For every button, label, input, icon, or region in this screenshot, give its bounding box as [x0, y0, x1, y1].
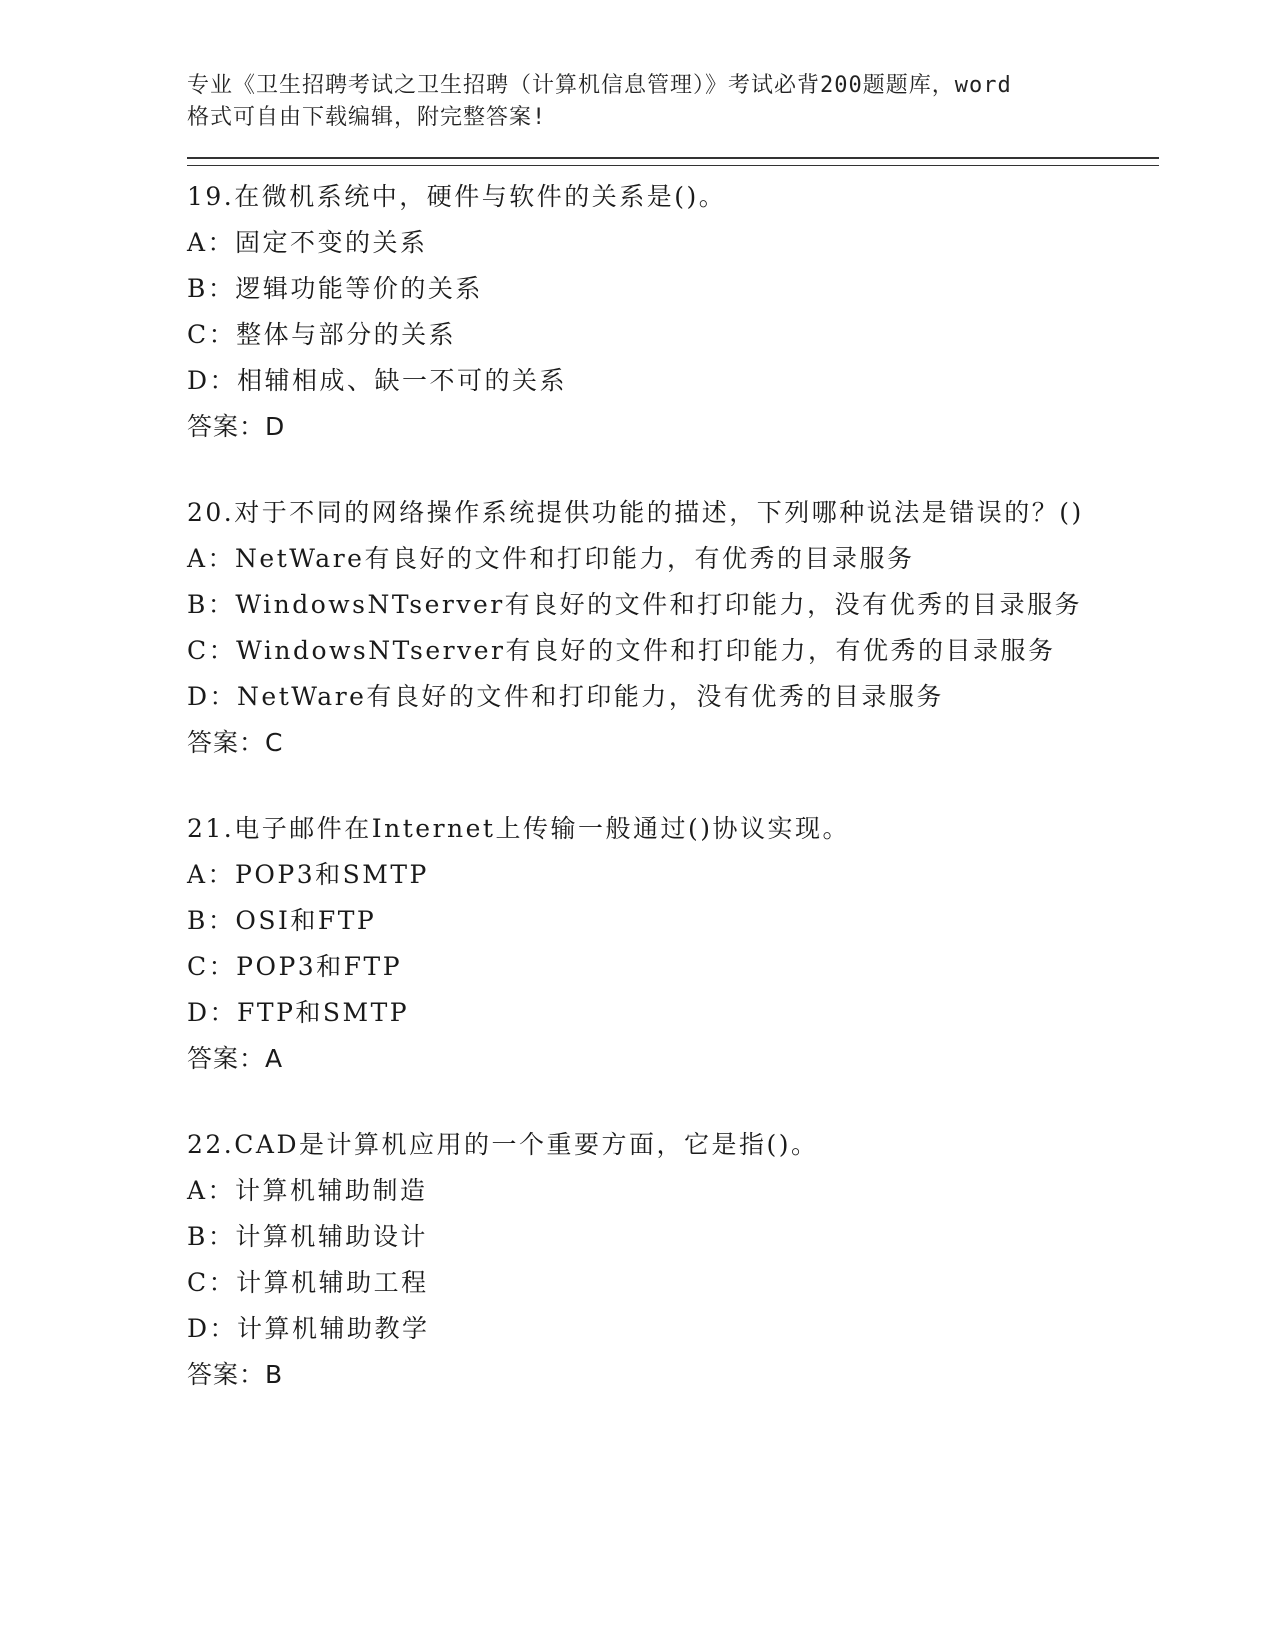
option-d: D：NetWare有良好的文件和打印能力，没有优秀的目录服务	[187, 682, 944, 711]
option-b: B：逻辑功能等价的关系	[187, 274, 483, 303]
question-20	[187, 490, 1159, 766]
answer-line: 答案：A	[187, 1044, 284, 1073]
header-line-1: 专业《卫生招聘考试之卫生招聘（计算机信息管理）》考试必背200题题库，word	[187, 73, 1012, 98]
question-22	[187, 1122, 1159, 1398]
option-c: C：WindowsNTserver有良好的文件和打印能力，有优秀的目录服务	[187, 636, 1056, 665]
option-d: D：相辅相成、缺一不可的关系	[187, 366, 568, 395]
option-d: D：FTP和SMTP	[187, 998, 410, 1027]
option-a: A：POP3和SMTP	[187, 860, 429, 889]
answer-line: 答案：B	[187, 1360, 284, 1389]
document-page	[187, 70, 1159, 1398]
question-19	[187, 174, 1159, 450]
document-header	[187, 70, 1107, 134]
option-a: A：固定不变的关系	[187, 228, 428, 257]
option-b: B：WindowsNTserver有良好的文件和打印能力，没有优秀的目录服务	[187, 590, 1083, 619]
header-double-rule	[187, 157, 1159, 166]
question-stem: 20.对于不同的网络操作系统提供功能的描述，下列哪种说法是错误的？()	[187, 498, 1084, 527]
question-stem: 19.在微机系统中，硬件与软件的关系是()。	[187, 182, 727, 211]
option-a: A：NetWare有良好的文件和打印能力，有优秀的目录服务	[187, 544, 915, 573]
answer-line: 答案：D	[187, 412, 286, 441]
option-c: C：整体与部分的关系	[187, 320, 457, 349]
option-a: A：计算机辅助制造	[187, 1176, 428, 1205]
question-stem: 21.电子邮件在Internet上传输一般通过()协议实现。	[187, 814, 850, 843]
answer-line: 答案：C	[187, 728, 284, 757]
header-line-2: 格式可自由下载编辑，附完整答案!	[187, 105, 547, 130]
option-d: D：计算机辅助教学	[187, 1314, 430, 1343]
question-stem: 22.CAD是计算机应用的一个重要方面，它是指()。	[187, 1130, 819, 1159]
option-b: B：OSI和FTP	[187, 906, 377, 935]
option-c: C：POP3和FTP	[187, 952, 403, 981]
option-c: C：计算机辅助工程	[187, 1268, 429, 1297]
question-21	[187, 806, 1159, 1082]
option-b: B：计算机辅助设计	[187, 1222, 428, 1251]
